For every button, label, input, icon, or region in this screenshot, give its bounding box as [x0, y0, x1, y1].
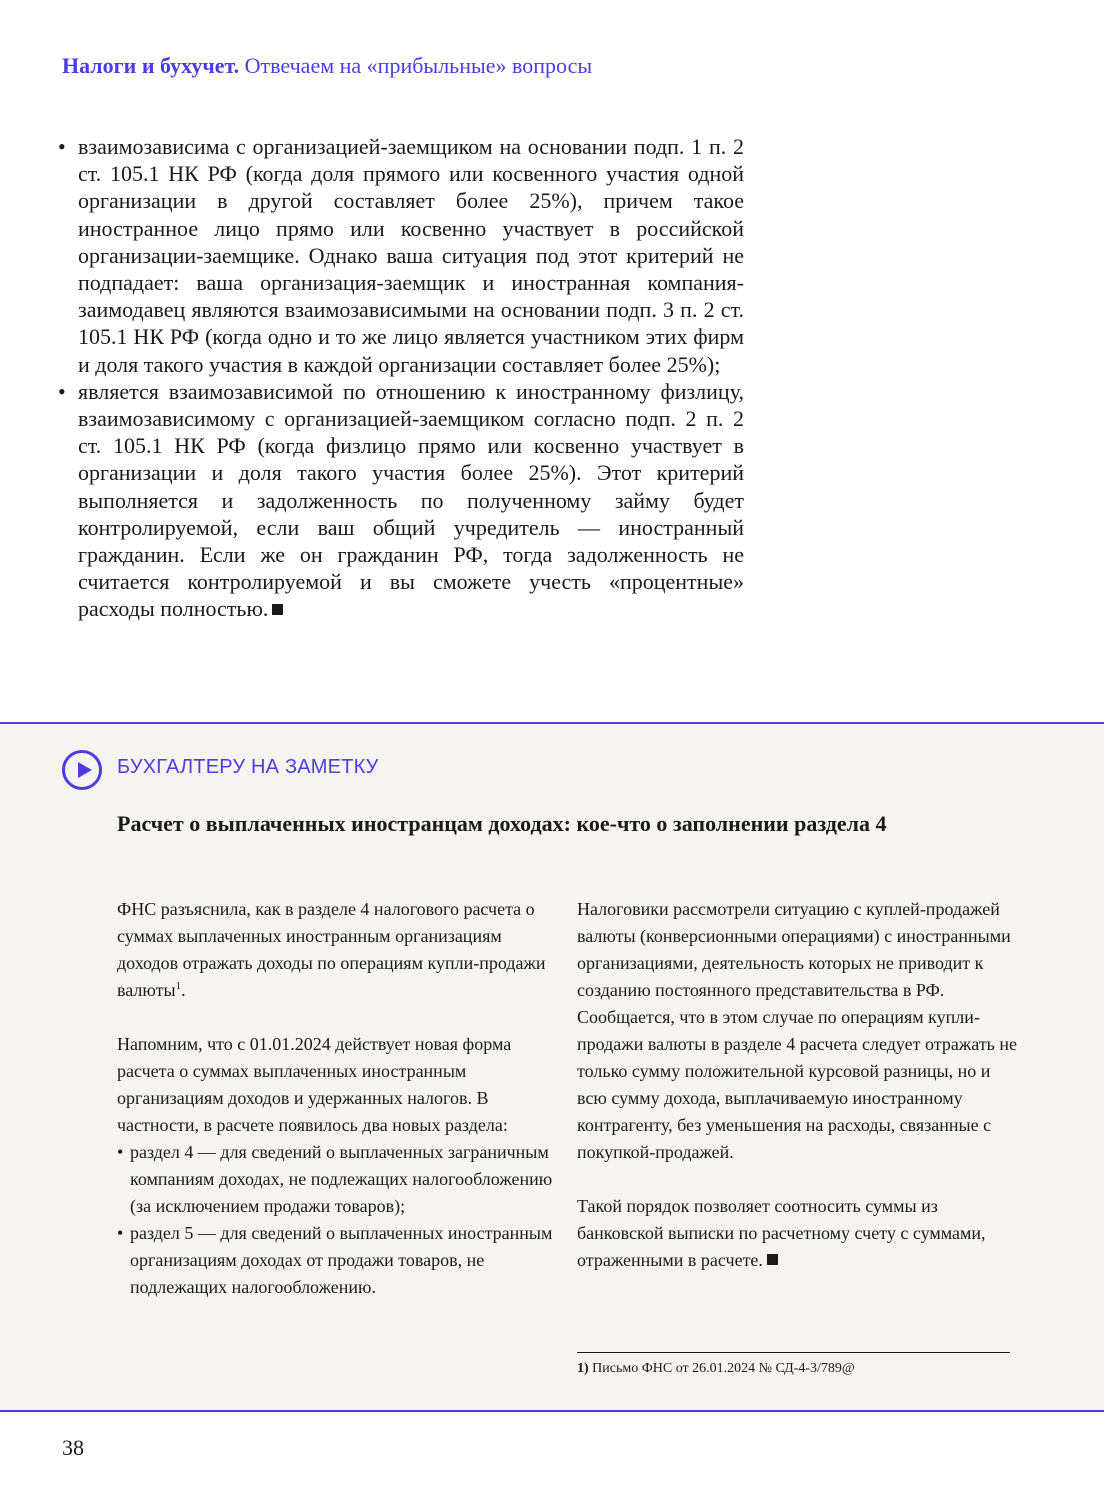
footnote-divider: [577, 1352, 1010, 1353]
sentence-end: .: [181, 980, 186, 1000]
accountant-note-box: [0, 722, 1104, 1412]
list-item: [58, 133, 744, 378]
bullet-icon: •: [58, 378, 66, 404]
bullet-icon: •: [117, 1142, 124, 1162]
paragraph-gap: [117, 1004, 557, 1031]
play-circle-icon: [62, 750, 102, 790]
running-head-subtitle: Отвечаем на «прибыльные» вопросы: [244, 53, 593, 78]
list-item-text: является взаимозависимой по отношению к иностранному физлицу, взаимозависимому с организацией-заемщиком согласно подп. 2 п. 2 ст. 105.1 НК РФ (когда физлицо прямо или косвенно участвует в организации и доля такого участия более 25%). Этот критерий выполняется и задолженность по полученному займу будет контролируемой, если ваш общий учредитель — иностранный гражданин. Если же он гражданин РФ, тогда задолженность не считается контролируемой и вы сможете учесть «процентные» расходы полностью.: [78, 378, 744, 622]
paragraph-gap: [577, 1166, 1017, 1193]
footnote-number: 1): [577, 1361, 589, 1376]
running-head: [62, 50, 592, 82]
list-item: [117, 1220, 557, 1301]
note-paragraph: Налоговики рассмотрели ситуацию с куплей-продажей валюты (конверсионными операциями) с иностранными организациями, деятельность которых не приводит к созданию постоянного представительства в РФ. Сообщается, что в этом случае по операциям купли-продажи валюты в разделе 4 расчета следует отражать не только сумму положительной курсовой разницы, но и всю сумму дохода, выплачиваемую иностранному контрагенту, без уменьшения на расходы, связанные с покупкой-продажей.: [577, 899, 1018, 1162]
article-body: [58, 133, 744, 623]
note-title: Расчет о выплаченных иностранцам доходах: кое-что о заполнении раздела 4: [117, 811, 887, 836]
note-paragraph-text: Такой порядок позволяет соотносить суммы из банковской выписки по расчетному счету с суммами, отраженными в расчете.: [577, 1196, 986, 1270]
end-mark-icon: [767, 1254, 778, 1265]
bullet-icon: •: [117, 1223, 124, 1243]
footnote-ref: 1: [175, 980, 182, 992]
list-item-text: раздел 4 — для сведений о выплаченных заграничным компаниям доходах, не подлежащих налогообложению (за исключением продажи товаров);: [130, 1142, 553, 1216]
list-item: [117, 1139, 557, 1220]
note-label: БУХГАЛТЕРУ НА ЗАМЕТКУ: [117, 756, 379, 778]
footnote: [577, 1360, 855, 1378]
page-number: 38: [62, 1435, 84, 1460]
end-mark-icon: [272, 604, 283, 615]
list-item-text: раздел 5 — для сведений о выплаченных иностранным организациям доходах от продажи товаров, не подлежащих налогообложению.: [130, 1223, 553, 1297]
note-paragraph: [117, 896, 557, 1004]
list-item: [58, 378, 744, 623]
note-left-column: [117, 896, 557, 1301]
note-right-column: [577, 896, 1017, 1274]
criteria-list: [58, 133, 744, 623]
footnote-text: Письмо ФНС от 26.01.2024 № СД-4-3/789@: [592, 1361, 855, 1376]
running-head-section: Налоги и бухучет.: [62, 53, 240, 78]
bullet-icon: •: [58, 134, 66, 159]
list-item-text: взаимозависима с организацией-заемщиком на основании подп. 1 п. 2 ст. 105.1 НК РФ (когда доля прямого или косвенного участия одной организации в другой составляет более 25%), причем такое иностранное лицо прямо или косвенно участвует в российской организации-заемщике. Однако ваша ситуация под этот критерий не подпадает: ваша организация-заемщик и иностранная компания-заимодавец являются взаимозависимыми на основании подп. 3 п. 2 ст. 105.1 НК РФ (когда одно и то же лицо является участником этих фирм и доля такого участия в каждой организации составляет более 25%);: [78, 134, 744, 377]
note-paragraph: [577, 1193, 1017, 1274]
sections-list: [117, 1139, 557, 1301]
note-paragraph-text: ФНС разъяснила, как в разделе 4 налогового расчета о суммах выплаченных иностранным организациям доходов отражать доходы по операциям купли-продажи валюты: [117, 899, 546, 1000]
note-paragraph: Напомним, что с 01.01.2024 действует новая форма расчета о суммах выплаченных иностранным организациям доходов и удержанных налогов. В частности, в расчете появилось два новых раздела:: [117, 1034, 512, 1135]
